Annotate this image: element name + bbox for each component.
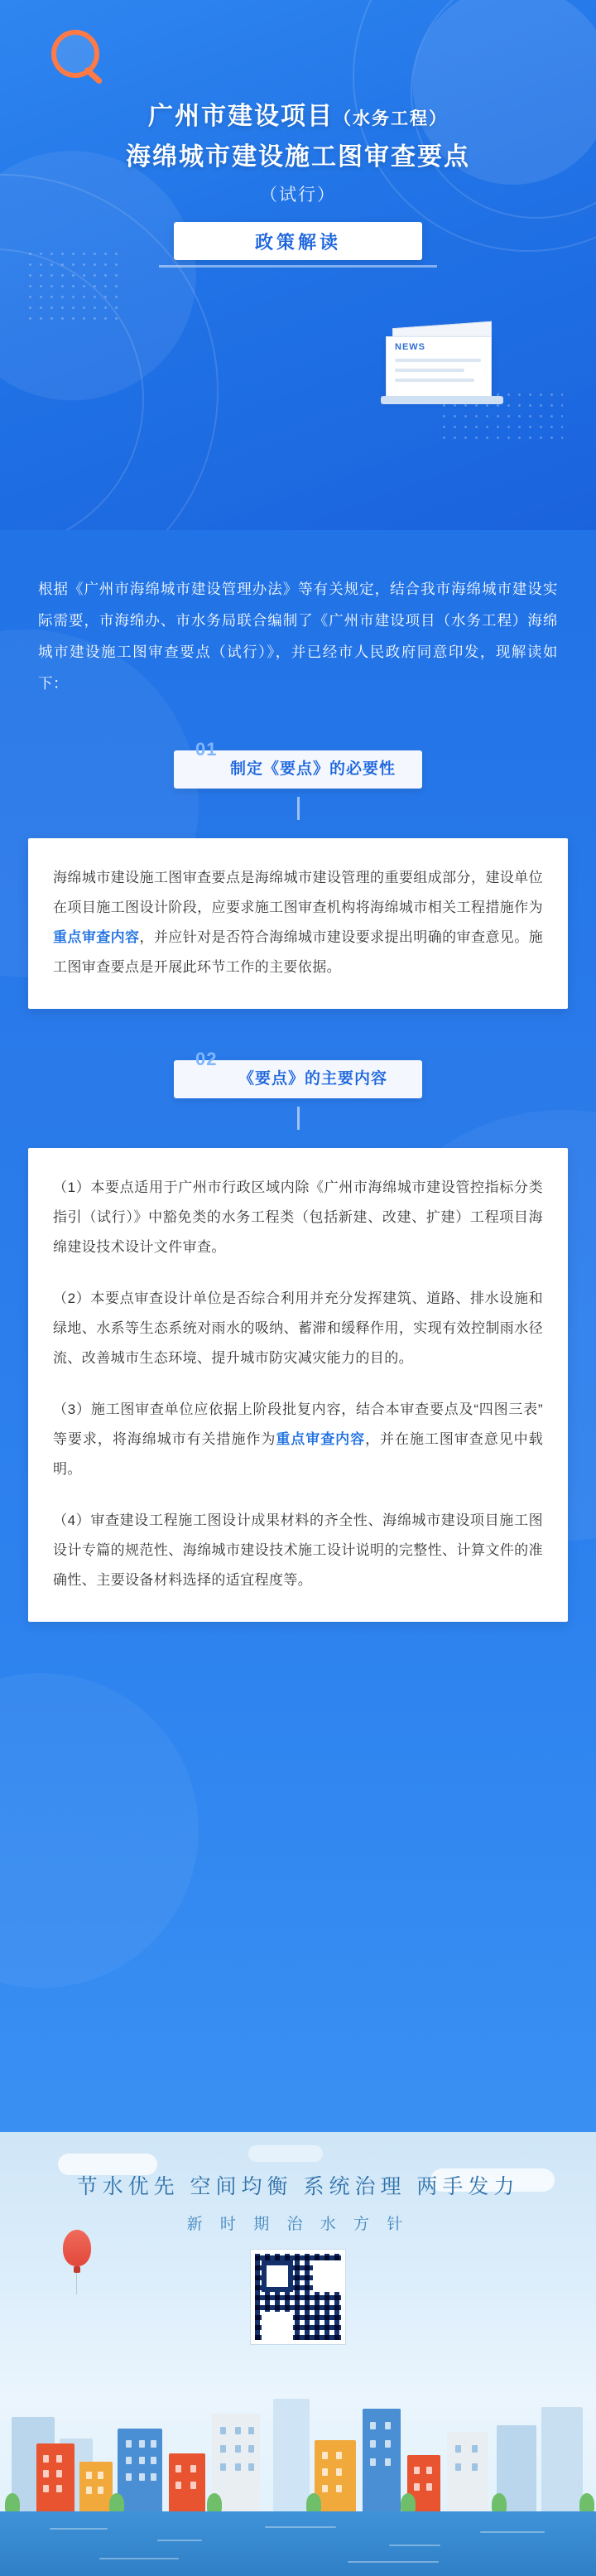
section-title: 制定《要点》的必要性 <box>229 760 396 778</box>
section-connector <box>297 1107 300 1130</box>
section-number: 01 <box>195 739 218 760</box>
policy-interpretation-label: 政策解读 <box>254 231 341 253</box>
page-header <box>0 0 596 530</box>
paragraph: （4）审查建设工程施工图设计成果材料的齐全性、海绵城市建设项目施工图设计专篇的规范性、海绵城市建设技术施工设计说明的完整性、计算文件的准确性、主要设备材料选择的适宜程度等。 <box>53 1512 543 1588</box>
paragraph-text: 海绵城市建设施工图审查要点是海绵城市建设管理的重要组成部分，建设单位在项目施工图设计阶段，应要求施工图审查机构将海绵城市相关工程措施作为 <box>53 870 543 915</box>
paragraph-text: ，并应针对是否符合海绵城市建设要求提出明确的审查意见。施工图审查要点是开展此环节工作的主要依据。 <box>53 929 544 975</box>
section-connector <box>297 797 300 820</box>
magnifier-icon <box>51 30 116 94</box>
decorative-glow <box>0 1673 199 1988</box>
page-title <box>0 98 596 206</box>
title-paren-line1: （水务工程） <box>334 109 448 128</box>
footer-subtitle: 新 时 期 治 水 方 针 <box>186 2216 410 2233</box>
city-skyline-illustration <box>0 2341 596 2515</box>
water-band <box>0 2511 596 2576</box>
news-label: NEWS <box>395 342 425 352</box>
footer-slogan: 节水优先 空间均衡 系统治理 两手发力 <box>76 2175 520 2198</box>
paragraph: （1）本要点适用于广州市行政区域内除《广州市海绵城市建设管控指标分类指引（试行）》中豁免类的水务工程类（包括新建、改建、扩建）工程项目海绵建设技术设计文件审查。 <box>53 1179 543 1255</box>
section-title: 《要点》的主要内容 <box>238 1070 387 1088</box>
title-main-line1: 广州市建设项目 <box>148 103 334 130</box>
cloud-shape <box>248 2145 323 2162</box>
section-number: 02 <box>195 1049 218 1069</box>
hot-air-balloon-icon <box>63 2230 91 2266</box>
paragraph-text: （3）施工图审查单位应依据上阶段批复内容，结合本审查要点及“四图三表”等要求，将海绵城市有关措施作为 <box>53 1401 543 1447</box>
decorative-dot-grid <box>25 248 124 323</box>
paragraph: （2）本要点审查设计单位是否综合利用并充分发挥建筑、道路、排水设施和绿地、水系等生态系统对雨水的吸纳、蓄滞和缓释作用，实现有效控制雨水径流、改善城市生态环境、提升城市防灾减灾能力的目的。 <box>53 1290 543 1366</box>
section-header-01 <box>174 739 422 789</box>
policy-underline <box>159 265 437 268</box>
title-trial-label: （试行） <box>260 186 336 205</box>
section-card-01 <box>28 838 568 1009</box>
page-body <box>0 530 596 2132</box>
paragraph-highlight: 重点审查内容 <box>53 929 140 945</box>
news-illustration <box>386 325 498 404</box>
paragraph-text: ，并在施工图审查意见中载明。 <box>53 1431 543 1477</box>
paragraph <box>53 863 543 982</box>
paragraph-highlight: 重点审查内容 <box>276 1431 366 1447</box>
paragraph <box>53 1395 543 1484</box>
policy-interpretation-button[interactable] <box>174 222 422 260</box>
intro-paragraph: 根据《广州市海绵城市建设管理办法》等有关规定，结合我市海绵城市建设实际需要，市海绵办、市水务局联合编制了《广州市建设项目（水务工程）海绵城市建设施工图审查要点（试行）》，并已经市人民政府同意印发，现解读如下： <box>38 581 558 692</box>
section-header-02 <box>174 1049 422 1098</box>
section-card-02 <box>28 1148 568 1622</box>
qr-code-icon[interactable] <box>251 2250 345 2344</box>
page-footer <box>0 2132 596 2576</box>
title-main-line2: 海绵城市建设施工图审查要点 <box>126 143 470 171</box>
